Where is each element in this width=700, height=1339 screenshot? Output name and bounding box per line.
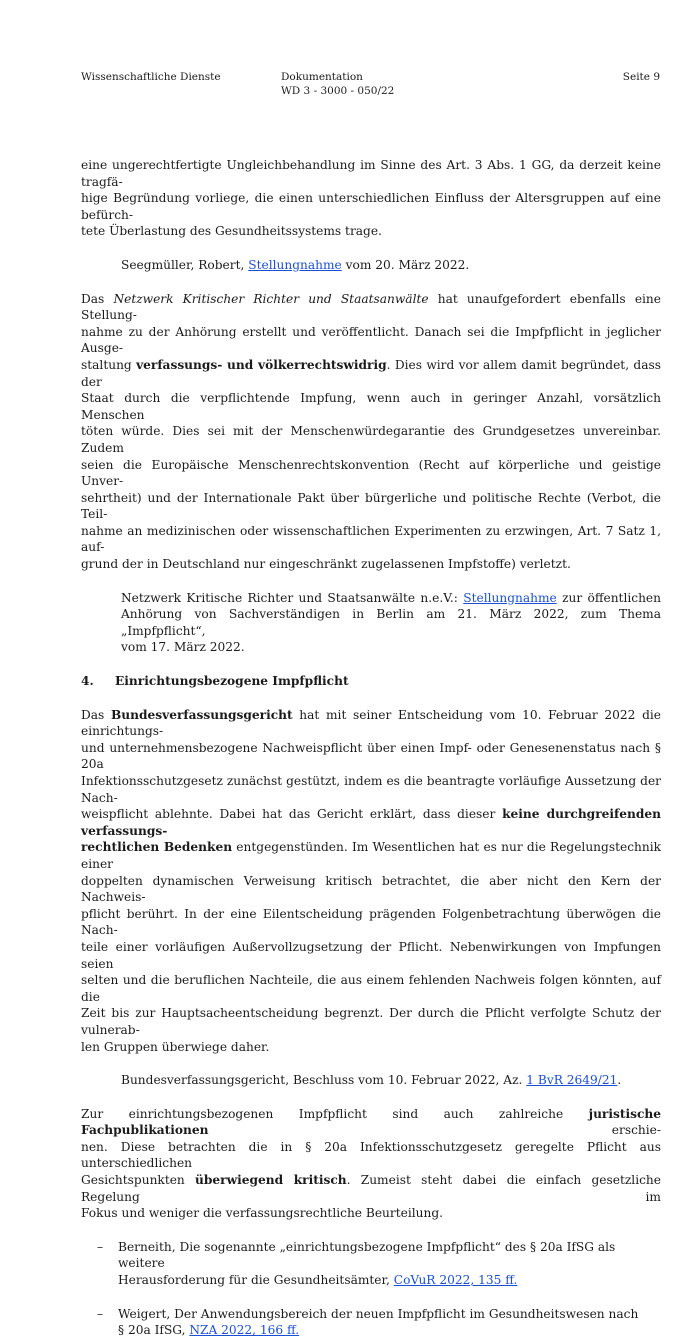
text-line: len Gruppen überwiege daher. xyxy=(81,1039,270,1054)
emphasis-text: juristische Fachpublikationen xyxy=(81,1106,661,1138)
text-line: töten würde. Dies sei mit der Menschenwürdegarantie des Grundgesetzes unvereinbar. Zudem xyxy=(81,424,661,455)
text-line: nahme zu der Anhörung erstellt und veröffentlicht. Danach sei die Impfpflicht in jeglicher Ausge- xyxy=(81,324,661,356)
text-line: Zeit bis zur Hauptsacheentscheidung begrenzt. Der durch die Pflicht verfolgte Schutz der vulnerab- xyxy=(81,1006,661,1037)
text-line: hige Begründung vorliege, die einen unterschiedlichen Einfluss der Altersgruppen auf eine befürch- xyxy=(81,191,661,222)
text-line: selten und die beruflichen Nachteile, die aus einem fehlenden Nachweis folgen könnten, auf die xyxy=(81,973,661,1004)
text-line: und unternehmensbezogene Nachweispflicht über einen Impf- oder Genesenenstatus nach § 20a xyxy=(81,740,661,772)
paragraph-fachpublikationen xyxy=(81,1106,661,1222)
text-line: pflicht berührt. In der eine Eilentscheidung prägenden Folgenbetrachtung überwögen die Nach- xyxy=(81,906,661,938)
bullet-dash: – xyxy=(97,1306,104,1321)
text-line: eine ungerechtfertigte Ungleichbehandlung im Sinne des Art. 3 Abs. 1 GG, da derzeit keine tragfä- xyxy=(81,158,661,189)
text-line: Das Bundesverfassungsgericht hat mit seiner Entscheidung vom 10. Februar 2022 die einrichtungs- xyxy=(81,707,661,739)
organization-name: Netzwerk Kritischer Richter und Staatsanwälte xyxy=(113,291,429,306)
text-line: rechtlichen Bedenken entgegenstünden. Im Wesentlichen hat es nur die Regelungstechnik einer xyxy=(81,840,661,871)
section-number: 4. xyxy=(81,674,94,689)
text-line: Fokus und weniger die verfassungsrechtliche Beurteilung. xyxy=(81,1206,444,1221)
text-line: nahme an medizinischen oder wissenschaftlichen Experimenten zu erzwingen, Art. 7 Satz 1, auf- xyxy=(81,523,661,555)
link-nza-2022[interactable]: NZA 2022, 166 ff. xyxy=(189,1323,300,1338)
text-line: staltung verfassungs- und völkerrechtswidrig. Dies wird vor allem damit begründet, dass der xyxy=(81,357,661,389)
emphasis-text: keine durchgreifenden verfassungs- xyxy=(81,807,662,838)
emphasis-text: überwiegend kritisch xyxy=(195,1173,347,1188)
link-covur-2022[interactable]: CoVuR 2022, 135 ff. xyxy=(393,1273,518,1288)
reference-netzwerk xyxy=(81,590,661,656)
list-item xyxy=(81,1306,661,1339)
text-line: Weigert, Der Anwendungsbereich der neuen Impfpflicht im Gesundheitswesen nach xyxy=(118,1306,639,1321)
paragraph-continuation xyxy=(81,157,661,240)
text-line: Anhörung von Sachverständigen in Berlin am 21. März 2022, zum Thema „Impfpflicht“, xyxy=(121,607,661,638)
text-line: teile einer vorläufigen Außervollzugsetzung der Pflicht. Nebenwirkungen von Impfungen seien xyxy=(81,939,661,971)
emphasis-text: verfassungs- und völkerrechtswidrig xyxy=(136,357,387,372)
section-title: Einrichtungsbezogene Impfpflicht xyxy=(115,674,349,689)
header-document-info xyxy=(281,70,394,98)
link-stellungnahme-netzwerk[interactable]: Stellungnahme xyxy=(463,590,557,605)
text-line: grund der in Deutschland nur eingeschränkt zugelassenen Impfstoffe) verletzt. xyxy=(81,557,571,572)
text-line: Das Netzwerk Kritischer Richter und Staatsanwälte hat unaufgefordert ebenfalls eine Stellung- xyxy=(81,291,661,323)
text-line: § 20a IfSG, NZA 2022, 166 ff. xyxy=(118,1323,300,1338)
reference-text: vom 20. März 2022. xyxy=(341,257,470,272)
reference-text: Bundesverfassungsgericht, Beschluss vom 10. Februar 2022, Az. xyxy=(121,1073,527,1088)
link-stellungnahme-seegmueller[interactable]: Stellungnahme xyxy=(248,257,342,272)
emphasis-text: Bundesverfassungsgericht xyxy=(110,707,293,722)
paragraph-bverfg xyxy=(81,707,661,1055)
reference-seegmueller xyxy=(81,257,661,274)
header-page-number: Seite 9 xyxy=(622,71,660,83)
text-line: vom 17. März 2022. xyxy=(121,640,245,655)
text-line: nen. Diese betrachten die in § 20a Infektionsschutzgesetz geregelte Pflicht aus unterschiedlichen xyxy=(81,1139,661,1171)
document-body xyxy=(81,157,661,1339)
bullet-dash: – xyxy=(97,1239,104,1254)
text-line: Netzwerk Kritische Richter und Staatsanwälte n.e.V.: Stellungnahme zur öffentlichen xyxy=(121,590,661,605)
emphasis-text: rechtlichen Bedenken xyxy=(81,840,233,855)
text-line: Gesichtspunkten überwiegend kritisch. Zumeist steht dabei die einfach gesetzliche Regelung im xyxy=(81,1173,661,1204)
page-header xyxy=(81,70,660,104)
text-line: Berneith, Die sogenannte „einrichtungsbezogene Impfpflicht“ des § 20a IfSG als weitere xyxy=(118,1239,616,1271)
paragraph-netzwerk xyxy=(81,291,661,573)
section-heading xyxy=(81,673,661,690)
link-az-1bvr-2649-21[interactable]: 1 BvR 2649/21 xyxy=(526,1073,618,1088)
header-doc-reference: WD 3 - 3000 - 050/22 xyxy=(281,85,395,97)
text-line: weispflicht ablehnte. Dabei hat das Gericht erklärt, dass dieser keine durchgreifenden verfassungs- xyxy=(81,807,662,838)
list-item xyxy=(81,1239,661,1289)
reference-text: Seegmüller, Robert, xyxy=(121,257,249,272)
reference-text: . xyxy=(617,1073,622,1088)
header-doc-type: Dokumentation xyxy=(281,71,363,83)
text-line: Zur einrichtungsbezogenen Impfpflicht sind auch zahlreiche juristische Fachpublikationen erschie- xyxy=(81,1106,661,1138)
reference-bverfg xyxy=(81,1072,661,1089)
text-line: Staat durch die verpflichtende Impfung, wenn auch in geringer Anzahl, vorsätzlich Menschen xyxy=(81,391,661,422)
text-line: Herausforderung für die Gesundheitsämter, CoVuR 2022, 135 ff. xyxy=(118,1273,518,1288)
text-line: tete Überlastung des Gesundheitssystems trage. xyxy=(81,224,382,239)
text-line: seien die Europäische Menschenrechtskonvention (Recht auf körperliche und geistige Unver- xyxy=(81,457,661,489)
header-institution: Wissenschaftliche Dienste xyxy=(81,71,221,83)
text-line: sehrtheit) und der Internationale Pakt über bürgerliche und politische Rechte (Verbot, die Teil- xyxy=(81,490,661,522)
text-line: Infektionsschutzgesetz zunächst gestützt, indem es die beantragte vorläufige Aussetzung der Nach- xyxy=(81,774,661,805)
text-line: doppelten dynamischen Verweisung kritisch betrachtet, die aber nicht den Kern der Nachweis- xyxy=(81,873,661,905)
